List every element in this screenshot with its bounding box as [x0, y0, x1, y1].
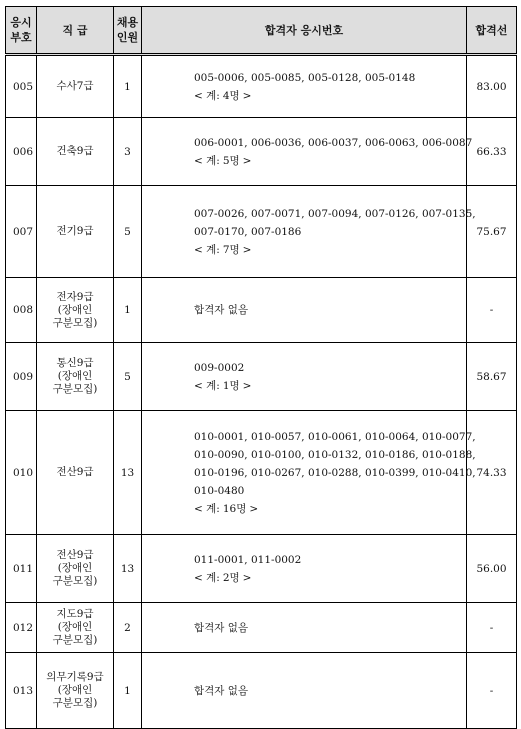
total-suffix: >: [242, 571, 252, 584]
applicant-number-line: 010-0090, 010-0100, 010-0132, 010-0186, 010-0188,: [194, 448, 476, 461]
passed-numbers: [142, 535, 467, 603]
cutoff-score: 74.33: [467, 411, 517, 535]
total-prefix: < 계:: [194, 571, 220, 584]
total-prefix: < 계:: [194, 154, 220, 167]
header-applicant-numbers: 합격자 응시번호: [142, 7, 467, 55]
applicant-number-line: 010-0196, 010-0267, 010-0288, 010-0399, 010-0410,: [194, 466, 476, 479]
applicant-number-line: 006-0001, 006-0036, 006-0037, 006-0063, 006-0087: [194, 136, 473, 149]
cutoff-score: 56.00: [467, 535, 517, 603]
total-value: 2명: [222, 571, 240, 584]
recruit-count: 1: [114, 653, 142, 729]
cutoff-score: 83.00: [467, 55, 517, 118]
table-row: [6, 55, 517, 118]
passed-numbers: [142, 55, 467, 118]
position-name: 전산9급: [37, 411, 114, 535]
total-suffix: >: [242, 89, 252, 102]
passed-numbers: [142, 653, 467, 729]
passer-total: [194, 87, 466, 105]
header-code: 응시 부호: [6, 7, 37, 55]
total-prefix: < 계:: [194, 89, 220, 102]
passed-numbers: [142, 278, 467, 343]
cutoff-score: -: [467, 603, 517, 653]
position-name: 전기9급: [37, 186, 114, 278]
cutoff-score: -: [467, 653, 517, 729]
recruit-count: 1: [114, 278, 142, 343]
table-row: [6, 603, 517, 653]
passed-numbers: [142, 186, 476, 278]
applicant-number-line: 011-0001, 011-0002: [194, 553, 302, 566]
no-passers-text: 합격자 없음: [194, 621, 249, 634]
table-row: [6, 535, 517, 603]
passer-total: [194, 569, 466, 587]
exam-code: 012: [6, 603, 37, 653]
total-value: 4명: [222, 89, 240, 102]
position-name: 의무기록9급 (장애인 구분모집): [37, 653, 114, 729]
exam-code: 008: [6, 278, 37, 343]
results-table: [5, 6, 517, 729]
cutoff-score: 58.67: [467, 343, 517, 411]
header-cutoff: 합격선: [467, 7, 517, 55]
applicant-number-line: 010-0480: [194, 484, 245, 497]
recruit-count: 5: [114, 343, 142, 411]
total-suffix: >: [242, 243, 252, 256]
table-row: [6, 278, 517, 343]
passed-numbers: [142, 118, 473, 186]
passer-total: [194, 377, 466, 395]
recruit-count: 5: [114, 186, 142, 278]
position-name: 지도9급 (장애인 구분모집): [37, 603, 114, 653]
exam-code: 013: [6, 653, 37, 729]
cutoff-score: 66.33: [467, 118, 517, 186]
no-passers-text: 합격자 없음: [194, 304, 249, 316]
total-prefix: < 계:: [194, 502, 220, 515]
passed-numbers: [142, 343, 467, 411]
table-row: [6, 186, 517, 278]
cutoff-score: 75.67: [467, 186, 517, 278]
total-prefix: < 계:: [194, 243, 220, 256]
position-name: 수사7급: [37, 55, 114, 118]
total-value: 5명: [222, 154, 240, 167]
table-row: [6, 118, 517, 186]
table-row: [6, 343, 517, 411]
passed-numbers: [142, 411, 476, 535]
total-suffix: >: [249, 502, 259, 515]
applicant-number-line: 007-0170, 007-0186: [194, 225, 302, 238]
total-prefix: < 계:: [194, 379, 220, 392]
total-value: 1명: [222, 379, 240, 392]
header-row: [6, 7, 517, 55]
header-position: 직 급: [37, 7, 114, 55]
recruit-count: 13: [114, 411, 142, 535]
table-row: [6, 411, 517, 535]
recruit-count: 3: [114, 118, 142, 186]
recruit-count: 13: [114, 535, 142, 603]
recruit-count: 1: [114, 55, 142, 118]
no-passers-text: 합격자 없음: [194, 684, 249, 697]
applicant-number-line: 009-0002: [194, 361, 245, 374]
exam-code: 010: [6, 411, 37, 535]
exam-code: 009: [6, 343, 37, 411]
applicant-number-line: 007-0026, 007-0071, 007-0094, 007-0126, 007-0135,: [194, 207, 476, 220]
total-suffix: >: [242, 379, 252, 392]
total-value: 16명: [222, 502, 247, 515]
exam-code: 005: [6, 55, 37, 118]
exam-code: 006: [6, 118, 37, 186]
passer-total: [194, 500, 466, 518]
exam-code: 007: [6, 186, 37, 278]
passer-total: [194, 152, 466, 170]
position-name: 건축9급: [37, 118, 114, 186]
table-row: [6, 653, 517, 729]
position-name: 전자9급 (장애인 구분모집): [37, 278, 114, 343]
position-name: 통신9급 (장애인 구분모집): [37, 343, 114, 411]
passer-total: [194, 241, 466, 259]
exam-code: 011: [6, 535, 37, 603]
applicant-number-line: 010-0001, 010-0057, 010-0061, 010-0064, 010-0077,: [194, 430, 476, 443]
cutoff-score: -: [467, 278, 517, 343]
position-name: 전산9급 (장애인 구분모집): [37, 535, 114, 603]
total-value: 7명: [222, 243, 240, 256]
header-recruits: 채용 인원: [114, 7, 142, 55]
recruit-count: 2: [114, 603, 142, 653]
applicant-number-line: 005-0006, 005-0085, 005-0128, 005-0148: [194, 71, 416, 84]
passed-numbers: [142, 603, 467, 653]
total-suffix: >: [242, 154, 252, 167]
